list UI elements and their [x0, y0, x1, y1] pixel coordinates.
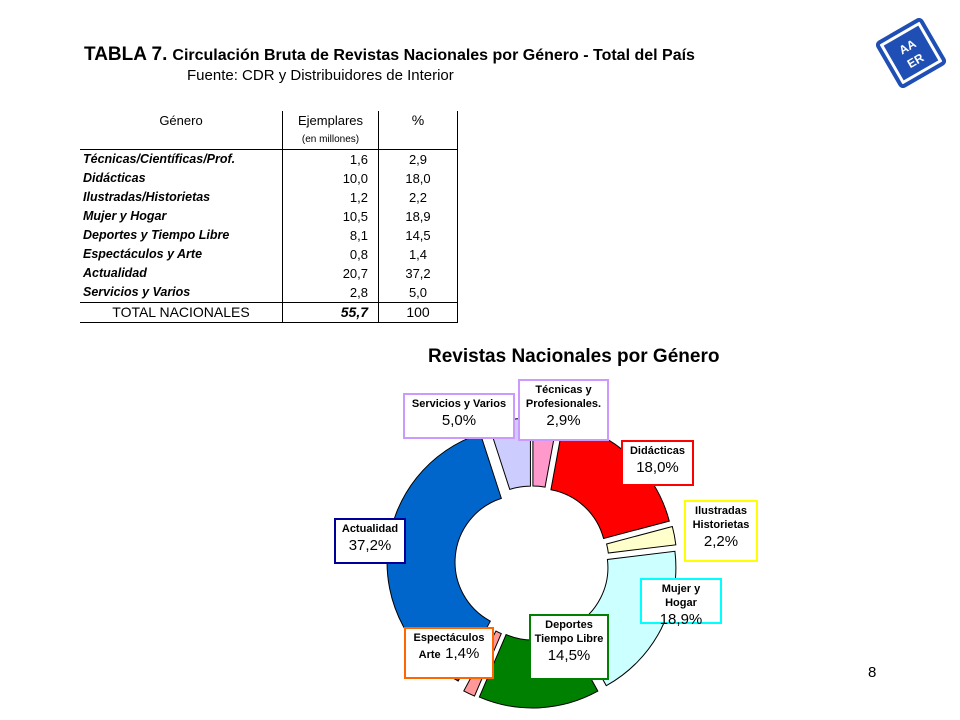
header-ejemplares: Ejemplares — [283, 111, 379, 130]
total-label: TOTAL NACIONALES — [80, 303, 283, 323]
header-genero: Género — [159, 113, 203, 128]
cell-percent: 14,5 — [379, 226, 458, 245]
cell-percent: 37,2 — [379, 264, 458, 283]
title-rest: Circulación Bruta de Revistas Nacionales por Género - Total del País — [172, 47, 695, 64]
slide-subtitle: Fuente: CDR y Distribuidores de Interior — [187, 67, 454, 84]
label-servicios-name: Servicios y Varios — [411, 398, 507, 410]
label-deportes-value: 14,5% — [547, 647, 591, 664]
label-mujer-value: 18,9% — [659, 611, 703, 628]
cell-percent: 18,9 — [379, 207, 458, 226]
title-lead: TABLA 7. — [84, 44, 168, 65]
label-espectaculos — [404, 627, 494, 679]
cell-ejemplares: 1,6 — [283, 150, 379, 170]
cell-percent: 2,2 — [379, 188, 458, 207]
cell-percent: 18,0 — [379, 169, 458, 188]
cell-ejemplares: 0,8 — [283, 245, 379, 264]
label-actualidad — [334, 518, 406, 564]
label-actualidad-name: Actualidad — [341, 523, 399, 535]
svg-text:AA: AA — [896, 36, 919, 58]
label-tecnicas-name: Técnicas y Profesionales. — [525, 384, 602, 410]
label-deportes — [529, 614, 609, 680]
label-ilustradas-name: Ilustradas Historietas — [692, 505, 750, 531]
label-ilustradas — [684, 500, 758, 562]
label-espectaculos-name: Espectáculos — [413, 632, 485, 644]
label-mujer — [640, 578, 722, 628]
cell-ejemplares: 20,7 — [283, 264, 379, 283]
label-espectaculos-name-2: Arte — [418, 649, 441, 661]
page-number: 8 — [868, 664, 877, 681]
label-didacticas-value: 18,0% — [636, 459, 679, 476]
chart-title: Revistas Nacionales por Género — [428, 346, 720, 367]
label-didacticas — [621, 440, 694, 486]
svg-text:ER: ER — [904, 50, 927, 72]
label-actualidad-value: 37,2% — [348, 537, 392, 554]
cell-genero: Servicios y Varios — [83, 285, 191, 299]
cell-percent: 2,9 — [379, 150, 458, 170]
label-mujer-name: Mujer y Hogar — [661, 583, 701, 609]
cell-genero: Didácticas — [83, 171, 146, 185]
label-deportes-name: Deportes Tiempo Libre — [534, 619, 604, 645]
total-ejemplares: 55,7 — [283, 303, 379, 323]
label-servicios — [403, 393, 515, 439]
cell-percent: 1,4 — [379, 245, 458, 264]
cell-genero: Ilustradas/Historietas — [83, 190, 211, 204]
label-tecnicas — [518, 379, 609, 441]
label-tecnicas-value: 2,9% — [546, 412, 581, 429]
cell-genero: Deportes y Tiempo Libre — [83, 228, 230, 242]
cell-genero: Técnicas/Científicas/Prof. — [83, 152, 236, 166]
label-ilustradas-value: 2,2% — [703, 533, 739, 550]
cell-genero: Mujer y Hogar — [83, 209, 167, 223]
label-didacticas-name: Didácticas — [629, 445, 686, 457]
total-percent: 100 — [379, 303, 458, 323]
cell-genero: Espectáculos y Arte — [83, 247, 203, 261]
label-servicios-value: 5,0% — [441, 412, 477, 429]
header-ejemplares-sub: (en millones) — [283, 130, 379, 150]
label-espectaculos-value: 1,4% — [445, 645, 480, 662]
cell-genero: Actualidad — [83, 266, 147, 280]
cell-ejemplares: 10,5 — [283, 207, 379, 226]
cell-ejemplares: 1,2 — [283, 188, 379, 207]
cell-ejemplares: 10,0 — [283, 169, 379, 188]
cell-ejemplares: 8,1 — [283, 226, 379, 245]
cell-percent: 5,0 — [379, 283, 458, 303]
cell-ejemplares: 2,8 — [283, 283, 379, 303]
header-percent: % — [379, 111, 458, 130]
